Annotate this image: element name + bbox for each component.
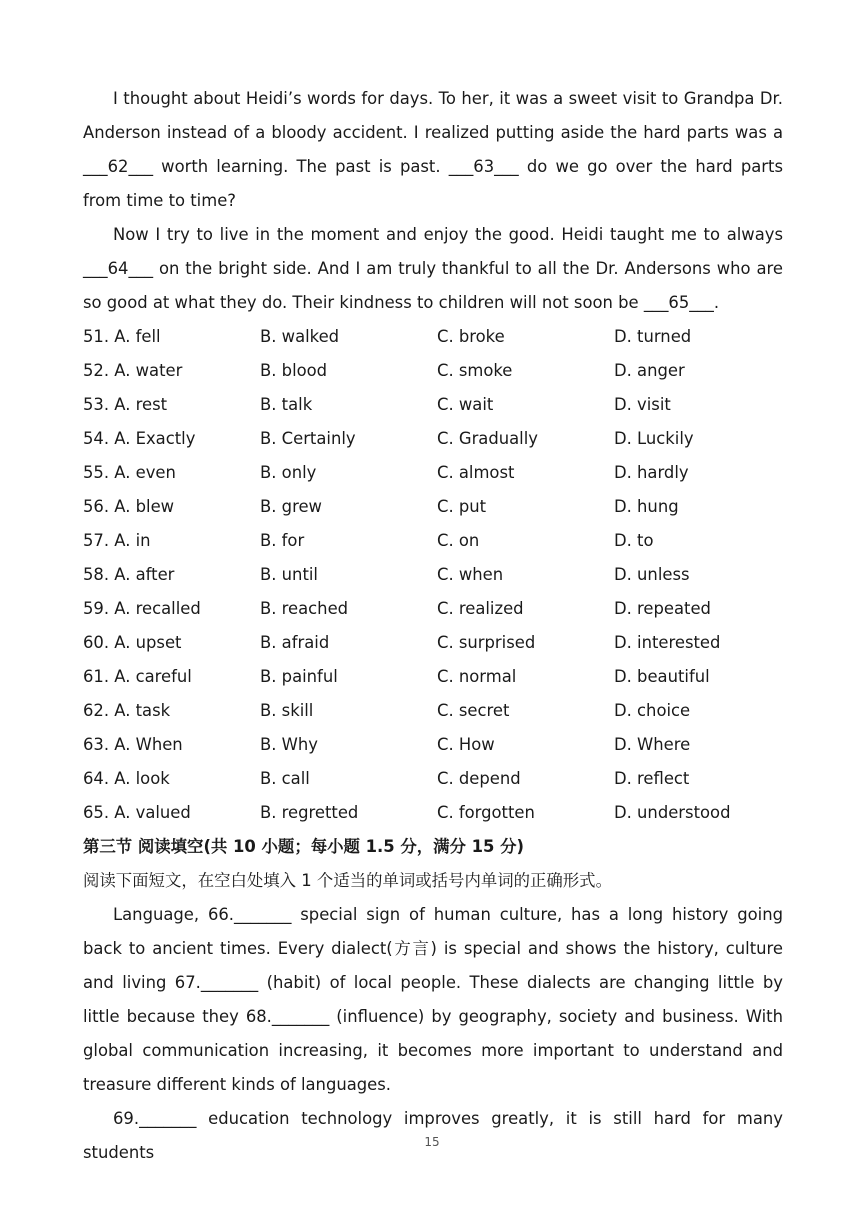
option-row [83, 796, 783, 830]
option-c: C. depend [437, 769, 521, 788]
option-a: 51. A. fell [83, 327, 161, 346]
passage-paragraph-2: Now I try to live in the moment and enjoy the good. Heidi taught me to always ___64___ on the bright side. And I am truly thankful to all the Dr. Andersons who are so good at what they do. Their kindness to children will not soon be ___65___. [83, 225, 783, 312]
option-b: B. only [260, 463, 317, 482]
option-a: 53. A. rest [83, 395, 168, 414]
option-d: D. choice [614, 701, 691, 720]
option-a: 57. A. in [83, 531, 151, 550]
option-c: C. put [437, 497, 487, 516]
option-d: D. interested [614, 633, 721, 652]
option-c: C. almost [437, 463, 515, 482]
option-a: 58. A. after [83, 565, 175, 584]
option-d: D. anger [614, 361, 685, 380]
option-b: B. blood [260, 361, 328, 380]
option-d: D. understood [614, 803, 731, 822]
option-b: B. for [260, 531, 305, 550]
passage-paragraph-1: I thought about Heidi’s words for days. To her, it was a sweet visit to Grandpa Dr. Anderson instead of a bloody accident. I realized putting aside the hard parts was a ___62___ worth learning. The past is past. ___63___ do we go over the hard parts from time to time? [83, 89, 783, 210]
option-row [83, 694, 783, 728]
options-body [83, 320, 783, 830]
option-b: B. regretted [260, 803, 359, 822]
option-b: B. afraid [260, 633, 330, 652]
option-b: B. walked [260, 327, 340, 346]
option-a: 61. A. careful [83, 667, 192, 686]
option-a: 65. A. valued [83, 803, 191, 822]
option-c: C. normal [437, 667, 517, 686]
option-b: B. Certainly [260, 429, 356, 448]
option-row [83, 558, 783, 592]
option-d: D. to [614, 531, 654, 550]
page-number: 15 [424, 1135, 440, 1149]
option-b: B. until [260, 565, 318, 584]
option-b: B. talk [260, 395, 313, 414]
option-c: C. How [437, 735, 495, 754]
option-row [83, 660, 783, 694]
option-b: B. grew [260, 497, 322, 516]
option-c: C. on [437, 531, 480, 550]
option-a: 59. A. recalled [83, 599, 201, 618]
option-row [83, 354, 783, 388]
option-a: 62. A. task [83, 701, 171, 720]
option-d: D. repeated [614, 599, 711, 618]
option-row [83, 728, 783, 762]
option-row [83, 456, 783, 490]
option-c: C. secret [437, 701, 510, 720]
option-row [83, 592, 783, 626]
option-d: D. hardly [614, 463, 689, 482]
option-row [83, 524, 783, 558]
options-table [83, 320, 783, 830]
option-row [83, 388, 783, 422]
option-a: 64. A. look [83, 769, 170, 788]
option-b: B. reached [260, 599, 349, 618]
option-b: B. painful [260, 667, 338, 686]
option-row [83, 626, 783, 660]
option-row [83, 490, 783, 524]
option-d: D. beautiful [614, 667, 710, 686]
option-a: 54. A. Exactly [83, 429, 196, 448]
page-content [83, 82, 783, 1170]
option-d: D. Where [614, 735, 691, 754]
option-c: C. surprised [437, 633, 536, 652]
option-c: C. forgotten [437, 803, 535, 822]
option-c: C. when [437, 565, 504, 584]
option-d: D. hung [614, 497, 679, 516]
option-d: D. unless [614, 565, 690, 584]
option-a: 63. A. When [83, 735, 183, 754]
section-paragraph-1: Language, 66._______ special sign of human culture, has a long history going back to ancient times. Every dialect(方言) is special and shows the history, culture and living 67._______ (habit) of local people. These dialects are changing little by little because they 68._______ (influence) by geography, society and business. With global communication increasing, it becomes more important to understand and treasure different kinds of languages. [83, 905, 783, 1094]
option-d: D. Luckily [614, 429, 694, 448]
option-d: D. reflect [614, 769, 690, 788]
option-a: 56. A. blew [83, 497, 175, 516]
option-a: 55. A. even [83, 463, 176, 482]
section-paragraph-2: 69._______ education technology improves greatly, it is still hard for many students [83, 1109, 783, 1162]
option-row [83, 422, 783, 456]
option-row [83, 320, 783, 354]
option-d: D. visit [614, 395, 671, 414]
option-c: C. Gradually [437, 429, 538, 448]
option-b: B. skill [260, 701, 314, 720]
option-c: C. realized [437, 599, 524, 618]
option-c: C. wait [437, 395, 494, 414]
section-instruction: 阅读下面短文，在空白处填入 1 个适当的单词或括号内单词的正确形式。 [83, 871, 612, 890]
option-a: 52. A. water [83, 361, 183, 380]
option-b: B. call [260, 769, 310, 788]
option-c: C. smoke [437, 361, 513, 380]
option-b: B. Why [260, 735, 318, 754]
option-c: C. broke [437, 327, 505, 346]
option-a: 60. A. upset [83, 633, 182, 652]
option-d: D. turned [614, 327, 692, 346]
option-row [83, 762, 783, 796]
section-heading: 第三节 阅读填空(共 10 小题；每小题 1.5 分，满分 15 分) [83, 837, 525, 856]
